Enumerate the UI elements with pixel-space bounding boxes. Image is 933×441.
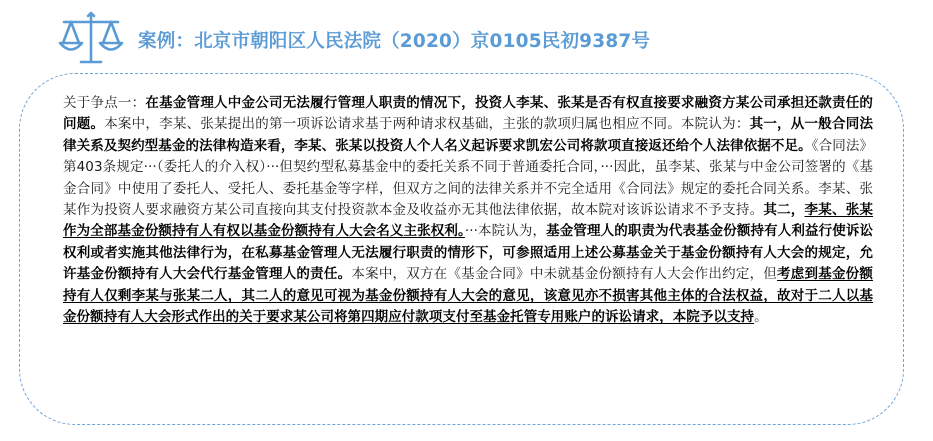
text-segment: 。 [754, 309, 768, 326]
text-segment: 本案中，李某、张某提出的第一项诉讼请求基于两种请求权基础，主张的款项归属也相应不同。本院认为： [104, 116, 750, 133]
bold-text-segment: 其一，从一般合同法律关系及契约型基金的法律构造来看，李某、张某以投资人个人名义起诉要求凯宏公司将款项直接返还给个人法律依据不足。 [63, 116, 873, 154]
emphasized-text-segment: 考虑到基金份额持有人仅剩李某与张某二人，其二人的意见可视为基金份额持有人大会的意见，该意见亦不损害其他主体的合法权益，故对于二人以基金份额持有人大会形式作出的关于要求某公司将第四期应付款项支付至基金托管专用账户的诉讼请求，本院予以支持 [63, 266, 873, 326]
text-segment: 关于争点一： [63, 95, 146, 111]
text-segment: ···本院认为， [464, 223, 547, 240]
bold-text-segment: 基金管理人的职责为代表基金份额持有人利益行使诉讼权利或者实施其他法律行为，在私募基金管理人无法履行职责的情形下，可参照适用上述公募基金关于基金份额持有人大会的规定，允许基金份额持有人大会代行基金管理人的责任。 [63, 223, 874, 283]
text-segment: 本案中，双方在《基金合同》中未就基金份额持有人大会作出约定，但 [351, 266, 778, 283]
text-segment: 《合同法》第403条规定···（委托人的介入权）···但契约型私募基金中的委托关系不同于普通委托合同，···因此，虽李某、张某与中金公司签署的《基金合同》中使用了委托人、受托人、委托基金等字样，但双方之间的法律关系并不完全适用《合同法》规定的委托合同关系。李某、张某作为投资人要求融资方某公司直接向其支付投资款本金及收益亦无其他法律依据，故本院对该诉讼请求不予支持。 [63, 137, 874, 219]
case-title: 案例：北京市朝阳区人民法院（2020）京0105民初9387号 [138, 31, 651, 52]
bold-text-segment: 在基金管理人中金公司无法履行管理人职责的情况下，投资人李某、张某是否有权直接要求融资方某公司承担还款责任的问题。 [63, 95, 873, 133]
bold-text-segment: 其二， [763, 202, 805, 219]
emphasized-text-segment: 李某、张某作为全部基金份额持有人有权以基金份额持有人大会名义主张权利。 [63, 202, 873, 240]
case-analysis-text [63, 93, 873, 328]
header [58, 10, 650, 70]
scales-of-justice-icon [58, 10, 124, 70]
